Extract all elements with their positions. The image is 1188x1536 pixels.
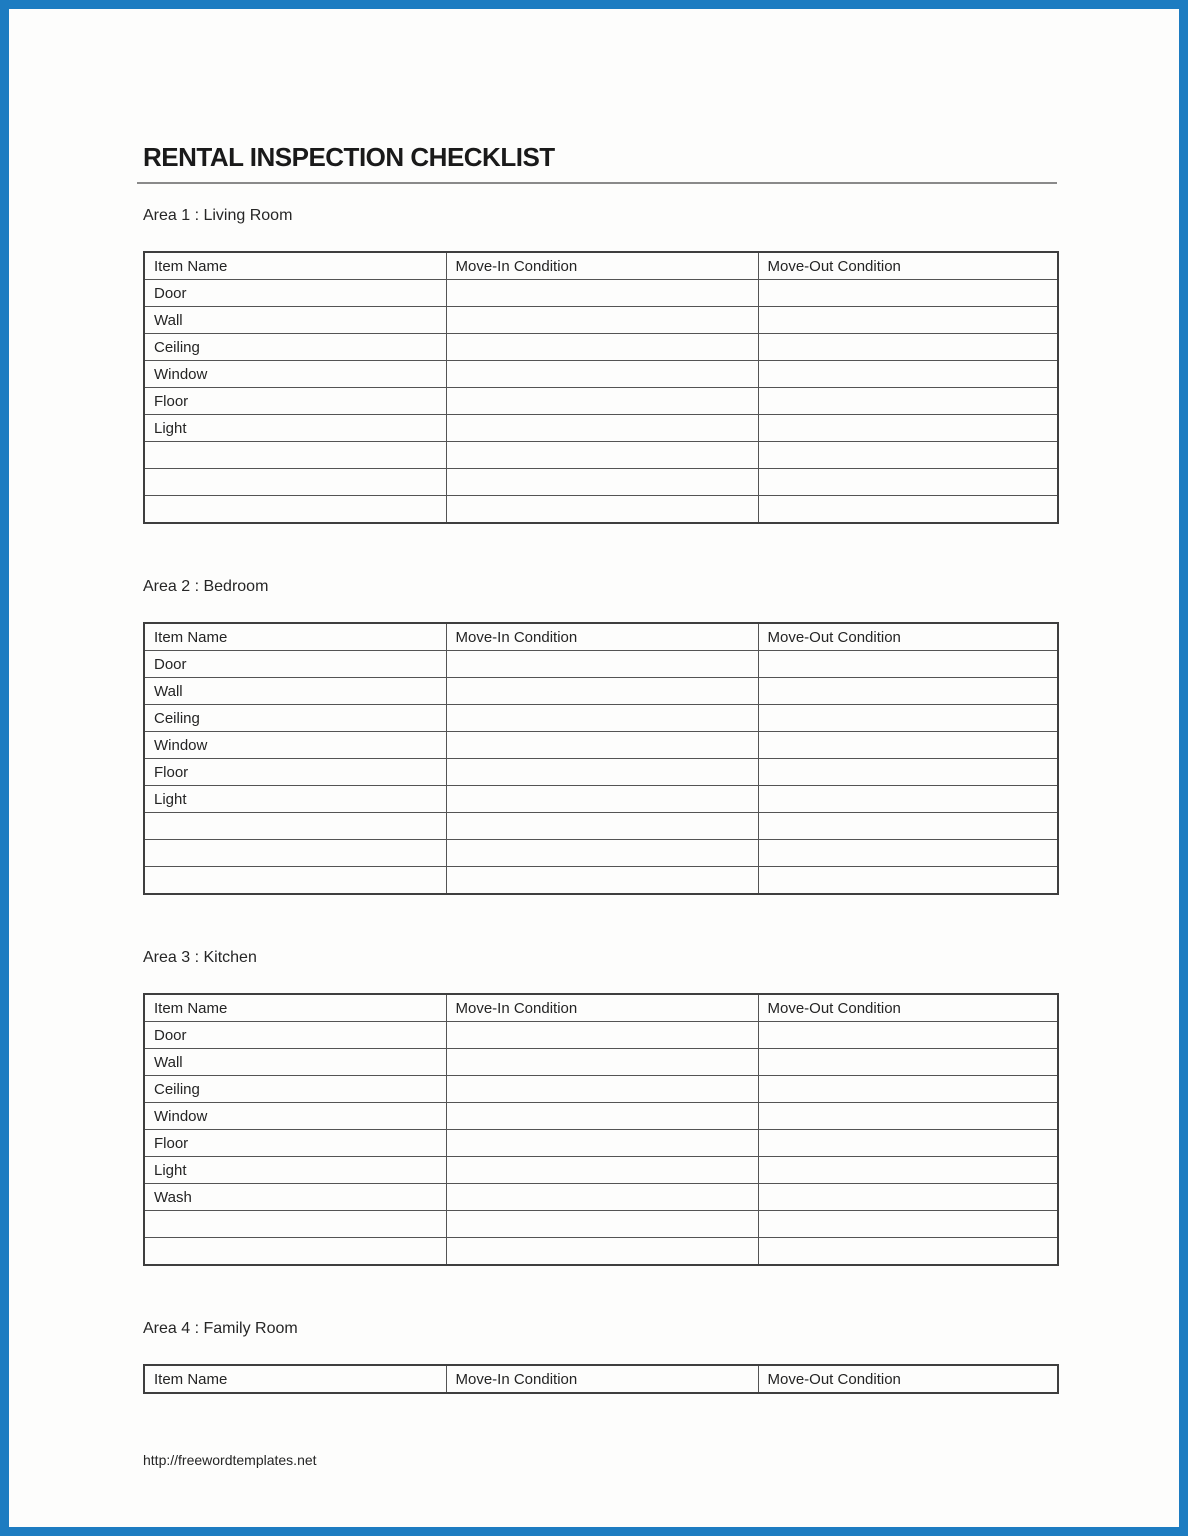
move-in-cell (446, 651, 758, 678)
move-out-cell (758, 307, 1058, 334)
move-in-cell (446, 361, 758, 388)
item-name-cell: Ceiling (144, 1076, 446, 1103)
table-row (144, 334, 1058, 361)
item-name-cell: Floor (144, 759, 446, 786)
column-header-move-out: Move-Out Condition (758, 994, 1058, 1022)
item-name-cell: Light (144, 1157, 446, 1184)
column-header-item-name: Item Name (144, 994, 446, 1022)
table-row (144, 1022, 1058, 1049)
table-row (144, 1103, 1058, 1130)
title-divider (137, 182, 1057, 184)
move-in-cell (446, 1130, 758, 1157)
table-row-empty (144, 1238, 1058, 1266)
table-row-empty (144, 840, 1058, 867)
footer-url: http://freewordtemplates.net (143, 1452, 317, 1468)
item-name-cell: Door (144, 280, 446, 307)
move-out-cell (758, 705, 1058, 732)
item-name-cell (144, 1238, 446, 1266)
move-out-cell (758, 334, 1058, 361)
move-out-cell (758, 678, 1058, 705)
inspection-table-area-3 (143, 993, 1059, 1266)
inspection-table-area-2 (143, 622, 1059, 895)
table-row (144, 1130, 1058, 1157)
move-out-cell (758, 361, 1058, 388)
table-row (144, 361, 1058, 388)
move-in-cell (446, 469, 758, 496)
move-out-cell (758, 867, 1058, 895)
move-out-cell (758, 280, 1058, 307)
move-in-cell (446, 1022, 758, 1049)
item-name-cell (144, 840, 446, 867)
move-out-cell (758, 1049, 1058, 1076)
section-heading-area-3: Area 3 : Kitchen (143, 949, 257, 966)
item-name-cell: Floor (144, 388, 446, 415)
page-content (143, 144, 1057, 1469)
item-name-cell: Light (144, 786, 446, 813)
move-in-cell (446, 334, 758, 361)
move-out-cell (758, 1211, 1058, 1238)
move-in-cell (446, 1076, 758, 1103)
table-row (144, 678, 1058, 705)
table-header-row (144, 252, 1058, 280)
move-in-cell (446, 415, 758, 442)
item-name-cell: Wall (144, 678, 446, 705)
table-row (144, 759, 1058, 786)
move-out-cell (758, 1184, 1058, 1211)
move-out-cell (758, 786, 1058, 813)
table-row (144, 786, 1058, 813)
item-name-cell: Floor (144, 1130, 446, 1157)
item-name-cell (144, 496, 446, 524)
inspection-table-area-4 (143, 1364, 1059, 1394)
move-out-cell (758, 759, 1058, 786)
column-header-item-name: Item Name (144, 623, 446, 651)
move-in-cell (446, 307, 758, 334)
table-row-empty (144, 813, 1058, 840)
move-in-cell (446, 1049, 758, 1076)
column-header-move-in: Move-In Condition (446, 1365, 758, 1393)
move-out-cell (758, 469, 1058, 496)
inspection-table-area-1 (143, 251, 1059, 524)
move-out-cell (758, 388, 1058, 415)
table-row (144, 280, 1058, 307)
table-row (144, 1184, 1058, 1211)
table-row (144, 415, 1058, 442)
move-in-cell (446, 1157, 758, 1184)
move-in-cell (446, 1184, 758, 1211)
table-row (144, 651, 1058, 678)
item-name-cell: Light (144, 415, 446, 442)
move-out-cell (758, 1103, 1058, 1130)
move-in-cell (446, 732, 758, 759)
column-header-move-out: Move-Out Condition (758, 252, 1058, 280)
move-out-cell (758, 813, 1058, 840)
item-name-cell: Door (144, 1022, 446, 1049)
table-row-empty (144, 469, 1058, 496)
move-in-cell (446, 786, 758, 813)
page-title: RENTAL INSPECTION CHECKLIST (143, 142, 555, 172)
move-in-cell (446, 388, 758, 415)
item-name-cell: Wall (144, 1049, 446, 1076)
table-row (144, 388, 1058, 415)
move-in-cell (446, 1211, 758, 1238)
column-header-move-in: Move-In Condition (446, 994, 758, 1022)
column-header-item-name: Item Name (144, 1365, 446, 1393)
table-row (144, 1049, 1058, 1076)
move-out-cell (758, 1157, 1058, 1184)
item-name-cell: Window (144, 732, 446, 759)
move-out-cell (758, 840, 1058, 867)
table-header-row (144, 994, 1058, 1022)
move-in-cell (446, 1238, 758, 1266)
table-header-row (144, 623, 1058, 651)
move-out-cell (758, 1022, 1058, 1049)
move-in-cell (446, 280, 758, 307)
move-in-cell (446, 813, 758, 840)
move-in-cell (446, 705, 758, 732)
move-in-cell (446, 1103, 758, 1130)
table-row (144, 1076, 1058, 1103)
item-name-cell: Door (144, 651, 446, 678)
move-in-cell (446, 840, 758, 867)
table-row-empty (144, 496, 1058, 524)
table-row (144, 732, 1058, 759)
column-header-move-out: Move-Out Condition (758, 623, 1058, 651)
item-name-cell: Window (144, 361, 446, 388)
move-out-cell (758, 1130, 1058, 1157)
column-header-item-name: Item Name (144, 252, 446, 280)
column-header-move-out: Move-Out Condition (758, 1365, 1058, 1393)
move-out-cell (758, 1076, 1058, 1103)
column-header-move-in: Move-In Condition (446, 623, 758, 651)
section-heading-area-4: Area 4 : Family Room (143, 1320, 298, 1337)
item-name-cell (144, 867, 446, 895)
table-row-empty (144, 867, 1058, 895)
move-out-cell (758, 415, 1058, 442)
item-name-cell (144, 442, 446, 469)
move-in-cell (446, 759, 758, 786)
section-heading-area-1: Area 1 : Living Room (143, 207, 293, 224)
move-in-cell (446, 496, 758, 524)
table-row-empty (144, 1211, 1058, 1238)
item-name-cell (144, 469, 446, 496)
move-out-cell (758, 732, 1058, 759)
item-name-cell: Ceiling (144, 334, 446, 361)
table-row-empty (144, 442, 1058, 469)
item-name-cell (144, 1211, 446, 1238)
item-name-cell: Ceiling (144, 705, 446, 732)
table-row (144, 1157, 1058, 1184)
move-out-cell (758, 651, 1058, 678)
table-row (144, 307, 1058, 334)
move-out-cell (758, 1238, 1058, 1266)
move-out-cell (758, 496, 1058, 524)
section-heading-area-2: Area 2 : Bedroom (143, 578, 269, 595)
move-out-cell (758, 442, 1058, 469)
item-name-cell: Wash (144, 1184, 446, 1211)
move-in-cell (446, 442, 758, 469)
item-name-cell (144, 813, 446, 840)
item-name-cell: Window (144, 1103, 446, 1130)
table-header-row (144, 1365, 1058, 1393)
move-in-cell (446, 678, 758, 705)
table-row (144, 705, 1058, 732)
column-header-move-in: Move-In Condition (446, 252, 758, 280)
move-in-cell (446, 867, 758, 895)
item-name-cell: Wall (144, 307, 446, 334)
